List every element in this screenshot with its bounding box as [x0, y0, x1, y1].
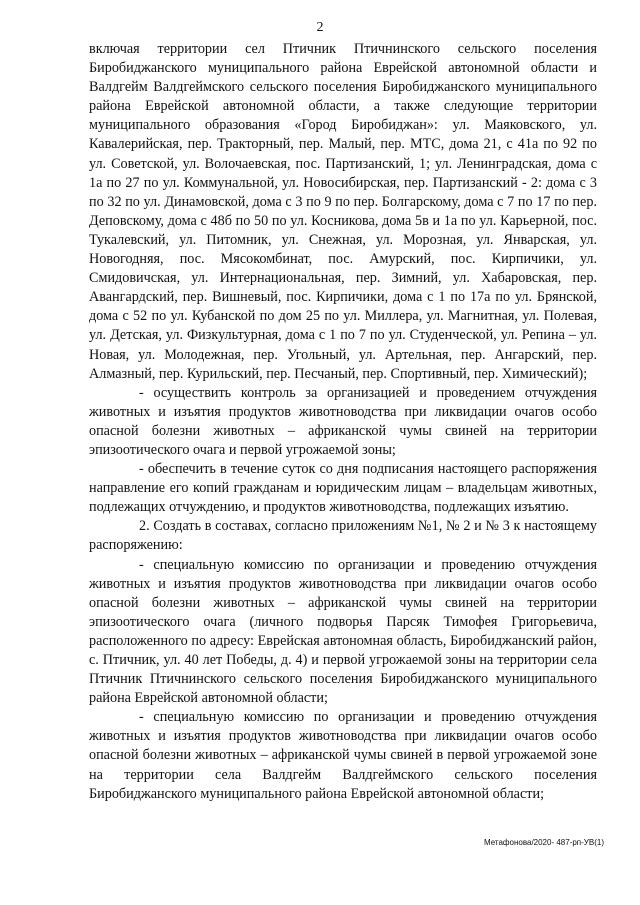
footer-reference: Метафонова/2020- 487-рп-УВ(1) [483, 838, 604, 847]
paragraph-create-commissions: 2. Создать в составах, согласно приложениям №1, № 2 и № 3 к настоящему распоряжению: [89, 518, 597, 554]
paragraph-copies: - обеспечить в течение суток со дня подписания настоящего распоряжения направление его копий гражданам и юридическим лицам – владельцам животных, подлежащих отчуждению, и продуктов животноводства, подлежащих изъятию. [89, 461, 597, 516]
document-body [89, 40, 597, 804]
paragraph-commission-ptichnik: - специальную комиссию по организации и проведению отчуждения животных и изъятия продуктов животноводства при ликвидации очагов особо опасной болезни животных – африканской чумы свиней на территории эпизоотического очага (личного подворья Парсяк Тимофея Григорьевича, расположенного по адресу: Еврейская автономная область, Биробиджанский район, с. Птичник, ул. 40 лет Победы, д. 4) и первой угрожаемой зоны на территории села Птичник Птичнинского сельского поселения Биробиджанского муниципального района Еврейской автономной области; [89, 556, 597, 707]
paragraph-territories: включая территории сел Птичник Птичнинского сельского поселения Биробиджанского муниципального района Еврейской автономной области и Валдгейм Валдгеймского сельского поселения Биробиджанского муниципального района Еврейской автономной области, а также следующие территории муниципального образования «Город Биробиджан»: ул. Маяковского, ул. Кавалерийская, пер. Тракторный, пер. Малый, пер. МТС, дома 21, с 41а по 92 по ул. Советской, ул. Волочаевская, пос. Партизанский, 1; ул. Ленинградская, дома с 1а по 27 по ул. Коммунальной, ул. Новосибирская, пер. Партизанский - 2: дома с 3 по 32 по ул. Динамовской, дома с 3 по 9 по пер. Болгарскому, дома с 7 по 17 по пер. Деповскому, дома с 48б по 50 по ул. Косникова, дома 5в и 1а по ул. Карьерной, пос. Тукалевский, ул. Питомник, ул. Снежная, ул. Морозная, ул. Январская, ул. Новогодняя, пос. Мясокомбинат, пос. Амурский, пос. Кирпичики, ул. Смидовичская, ул. Интернациональная, пер. Зимний, ул. Хабаровская, пер. Авангардский, пер. Вишневый, пос. Кирпичики, дома с 1 по 17а по ул. Брянской, дома с 52 по ул. Кубанской по дом 25 по ул. Миллера, ул. Магнитная, ул. Полевая, ул. Детская, ул. Физкультурная, дома с 1 по 7 по ул. Студенческой, ул. Репина – ул. Новая, ул. Молодежная, пер. Угольный, ул. Артельная, пер. Ангарский, пер. Алмазный, пер. Курильский, пер. Песчаный, пер. Спортивный, пер. Химический); [89, 41, 597, 382]
paragraph-commission-valdgeim: - специальную комиссию по организации и проведению отчуждения животных и изъятия продуктов животноводства при ликвидации очагов особо опасной болезни животных – африканской чумы свиней в первой угрожаемой зоне на территории села Валдгейм Валдгеймского сельского поселения Биробиджанского муниципального района Еврейской автономной области; [89, 709, 597, 802]
paragraph-control: - осуществить контроль за организацией и проведением отчуждения животных и изъятия продуктов животноводства при ликвидации очагов особо опасной болезни животных – африканской чумы свиней на территории эпизоотического очага и первой угрожаемой зоны; [89, 384, 597, 458]
page-number: 2 [316, 20, 324, 35]
